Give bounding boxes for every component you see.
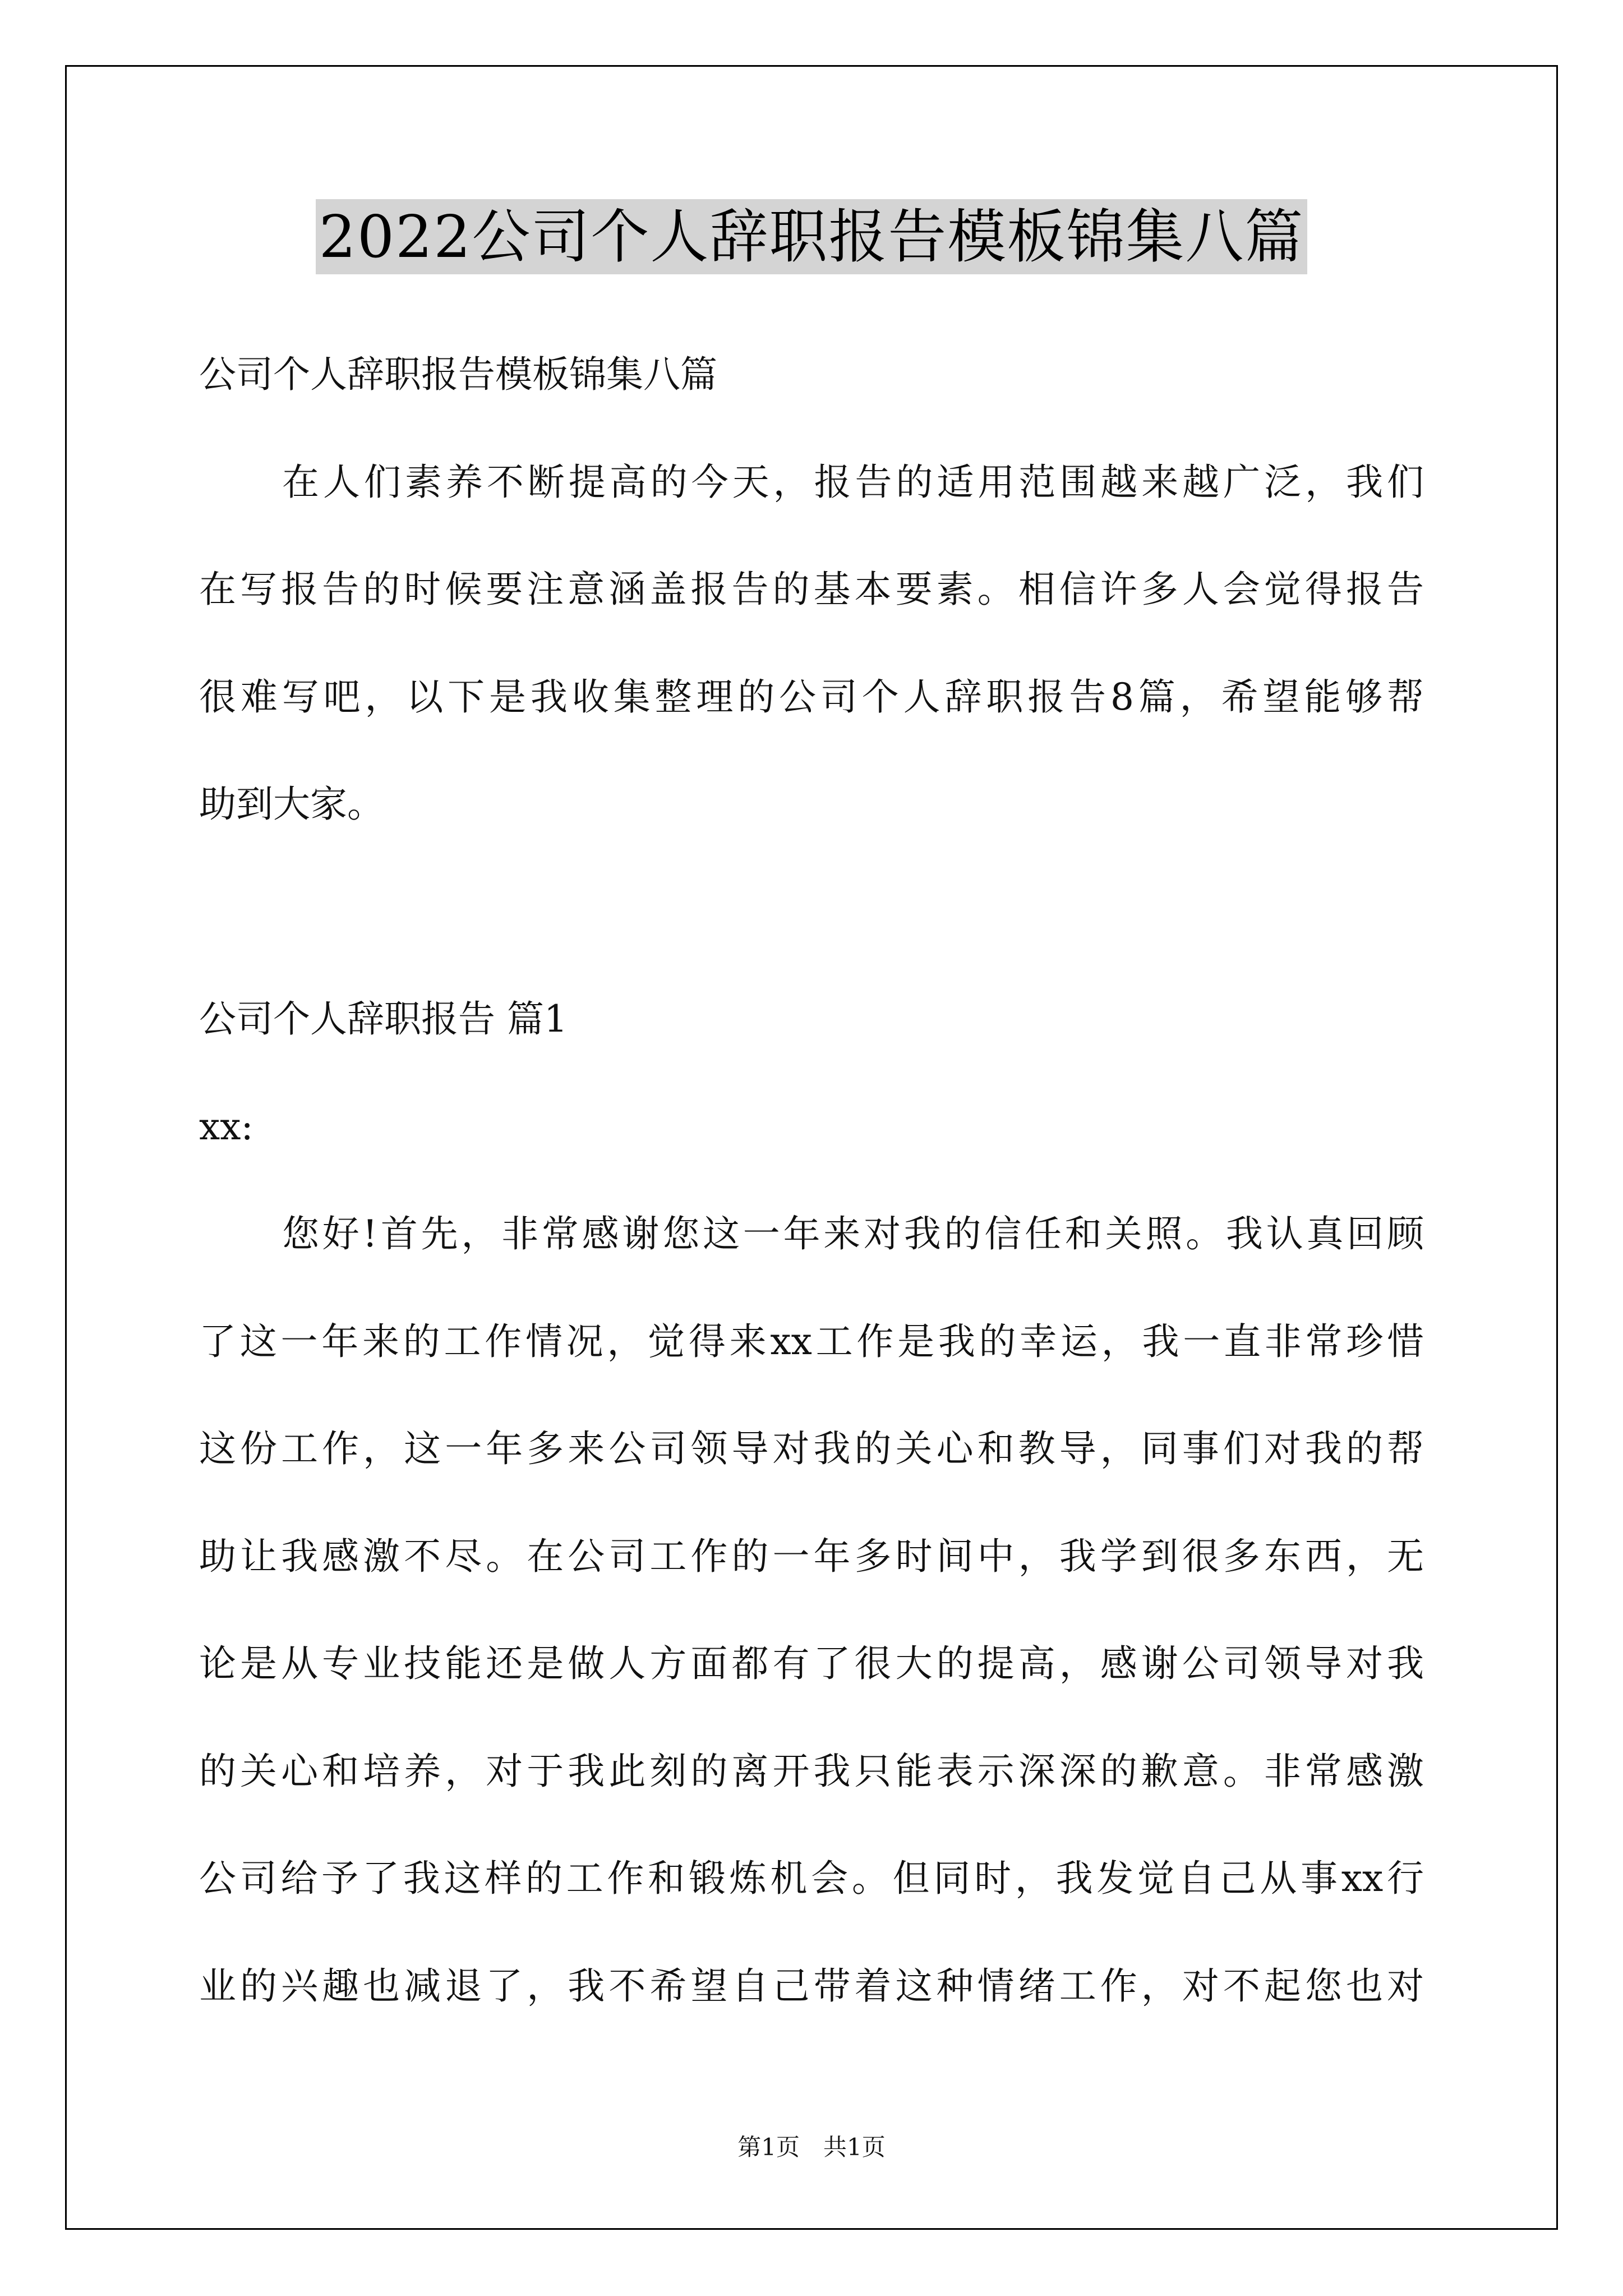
body-line: 公司给予了我这样的工作和锻炼机会。但同时，我发觉自己从事xx行: [199, 1857, 1424, 1900]
subtitle: 公司个人辞职报告模板锦集八篇: [199, 353, 717, 396]
intro-line: 在写报告的时候要注意涵盖报告的基本要素。相信许多人会觉得报告: [199, 568, 1424, 611]
body-line: 助让我感激不尽。在公司工作的一年多时间中，我学到很多东西，无: [199, 1535, 1424, 1578]
body-line: 您好!首先，非常感谢您这一年来对我的信任和关照。我认真回顾: [282, 1212, 1424, 1255]
body-line: 论是从专业技能还是做人方面都有了很大的提高，感谢公司领导对我: [199, 1642, 1424, 1685]
body-line: 这份工作，这一年多来公司领导对我的关心和教导，同事们对我的帮: [199, 1427, 1424, 1470]
document-title: 2022公司个人辞职报告模板锦集八篇: [316, 199, 1308, 274]
salutation: xx:: [199, 1105, 253, 1148]
section-heading: 公司个人辞职报告 篇1: [199, 997, 568, 1041]
body-line: 了这一年来的工作情况，觉得来xx工作是我的幸运，我一直非常珍惜: [199, 1320, 1424, 1363]
body-line: 的关心和培养，对于我此刻的离开我只能表示深深的歉意。非常感激: [199, 1750, 1424, 1793]
intro-line: 在人们素养不断提高的今天，报告的适用范围越来越广泛，我们: [282, 461, 1424, 504]
intro-line: 很难写吧，以下是我收集整理的公司个人辞职报告8篇，希望能够帮: [199, 675, 1424, 719]
body-line: 业的兴趣也减退了，我不希望自己带着这种情绪工作，对不起您也对: [199, 1964, 1424, 2008]
intro-line: 助到大家。: [199, 783, 384, 826]
title-container: [0, 199, 1623, 274]
page-footer: 第1页 共1页: [737, 2133, 886, 2161]
